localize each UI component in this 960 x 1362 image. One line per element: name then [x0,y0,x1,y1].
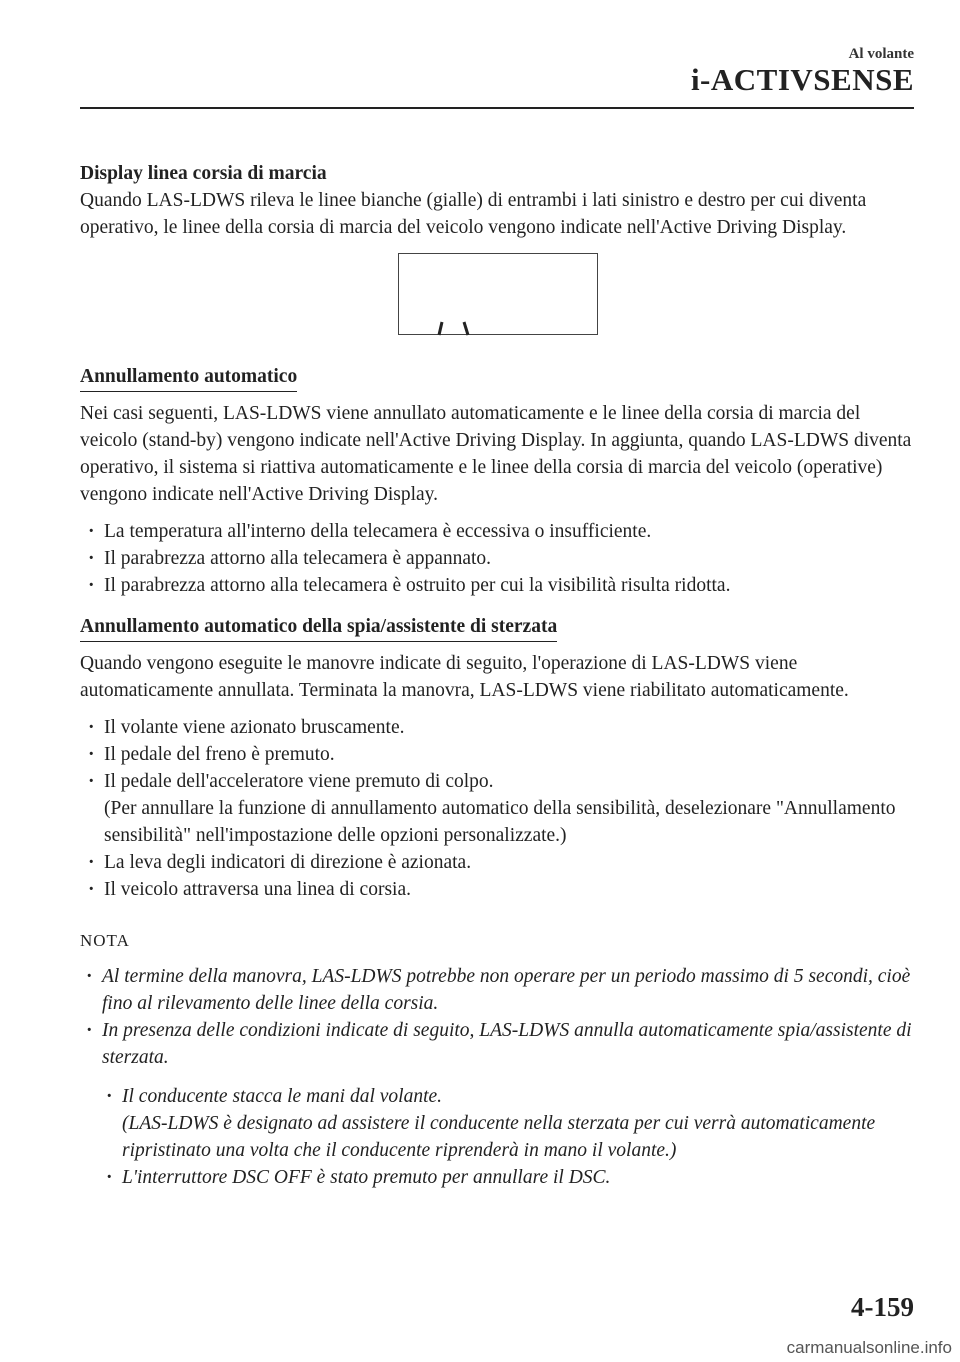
note-sublist [100,1083,915,1191]
list-item: · Il volante viene azionato bruscamente. [80,714,915,741]
note-item: · Al termine della manovra, LAS-LDWS potrebbe non operare per un periodo massimo di 5 secondi, cioè fino al rilevamento delle linee della corsia. [80,963,915,1017]
list-item: · Il veicolo attraversa una linea di corsia. [80,876,915,903]
header-chapter: i-ACTIVSENSE [690,62,914,97]
list-item [80,768,915,849]
section-title-auto-cancel: Annullamento automatico [80,363,297,392]
page-content [80,160,915,1191]
section-title-lane-display: Display linea corsia di marcia [80,163,327,184]
list-item: · Il pedale del freno è premuto. [80,741,915,768]
lane-lines-illustration [399,254,599,336]
right-lane-line [464,322,468,335]
list-item: · La temperatura all'interno della telecamera è eccessiva o insufficiente. [80,518,915,545]
note-subitem-text: Il conducente stacca le mani dal volante. [122,1086,443,1107]
header-rule [80,107,914,109]
footer-url[interactable]: carmanualsonline.info [786,1338,952,1357]
note-subitem: · L'interruttore DSC OFF è stato premuto per annullare il DSC. [100,1164,915,1191]
left-lane-line [439,322,442,335]
section-paragraph-steering-cancel: Quando vengono eseguite le manovre indicate di seguito, l'operazione di LAS-LDWS viene automaticamente annullata. Terminata la manovra, LAS-LDWS viene riabilitato automaticamente. [80,653,849,701]
active-driving-display-figure [398,253,598,335]
note-subitem-detail: (LAS-LDWS è designato ad assistere il conducente nella sterzata per cui verrà automaticamente ripristinato una volta che il conducente riprenderà in mano il volante.) [122,1113,876,1161]
note-subitem [100,1083,915,1164]
section-paragraph-auto-cancel: Nei casi seguenti, LAS-LDWS viene annullato automaticamente e le linee della corsia di marcia del veicolo (stand-by) vengono indicate nell'Active Driving Display. In aggiunta, quando LAS-LDWS diventa operativo, il sistema si riattiva automaticamente e le linee della corsia di marcia del veicolo (operative) vengono indicate nell'Active Driving Display. [80,403,912,505]
bullet-list-steering-cancel [80,714,915,903]
note-title: NOTA [80,931,130,950]
section-title-steering-cancel: Annullamento automatico della spia/assistente di sterzata [80,613,557,642]
bullet-list-auto-cancel [80,518,915,599]
list-item-subtext: (Per annullare la funzione di annullamento automatico della sensibilità, deselezionare "Annullamento sensibilità" nell'impostazione delle opzioni personalizzate.) [104,798,896,846]
list-item: · La leva degli indicatori di direzione è azionata. [80,849,915,876]
section-paragraph-lane-display: Quando LAS-LDWS rileva le linee bianche (gialle) di entrambi i lati sinistro e destro per cui diventa operativo, le linee della corsia di marcia del veicolo vengono indicate nell'Active Driving Display. [80,190,867,238]
list-item-text: Il pedale dell'acceleratore viene premuto di colpo. [104,771,494,792]
list-item: · Il parabrezza attorno alla telecamera è appannato. [80,545,915,572]
note-list [80,963,915,1071]
note-item: · In presenza delle condizioni indicate di seguito, LAS-LDWS annulla automaticamente spia/assistente di sterzata. [80,1017,915,1071]
list-item: · Il parabrezza attorno alla telecamera è ostruito per cui la visibilità risulta ridotta. [80,572,915,599]
header-section: Al volante [848,46,914,62]
page-number: 4-159 [851,1292,914,1322]
